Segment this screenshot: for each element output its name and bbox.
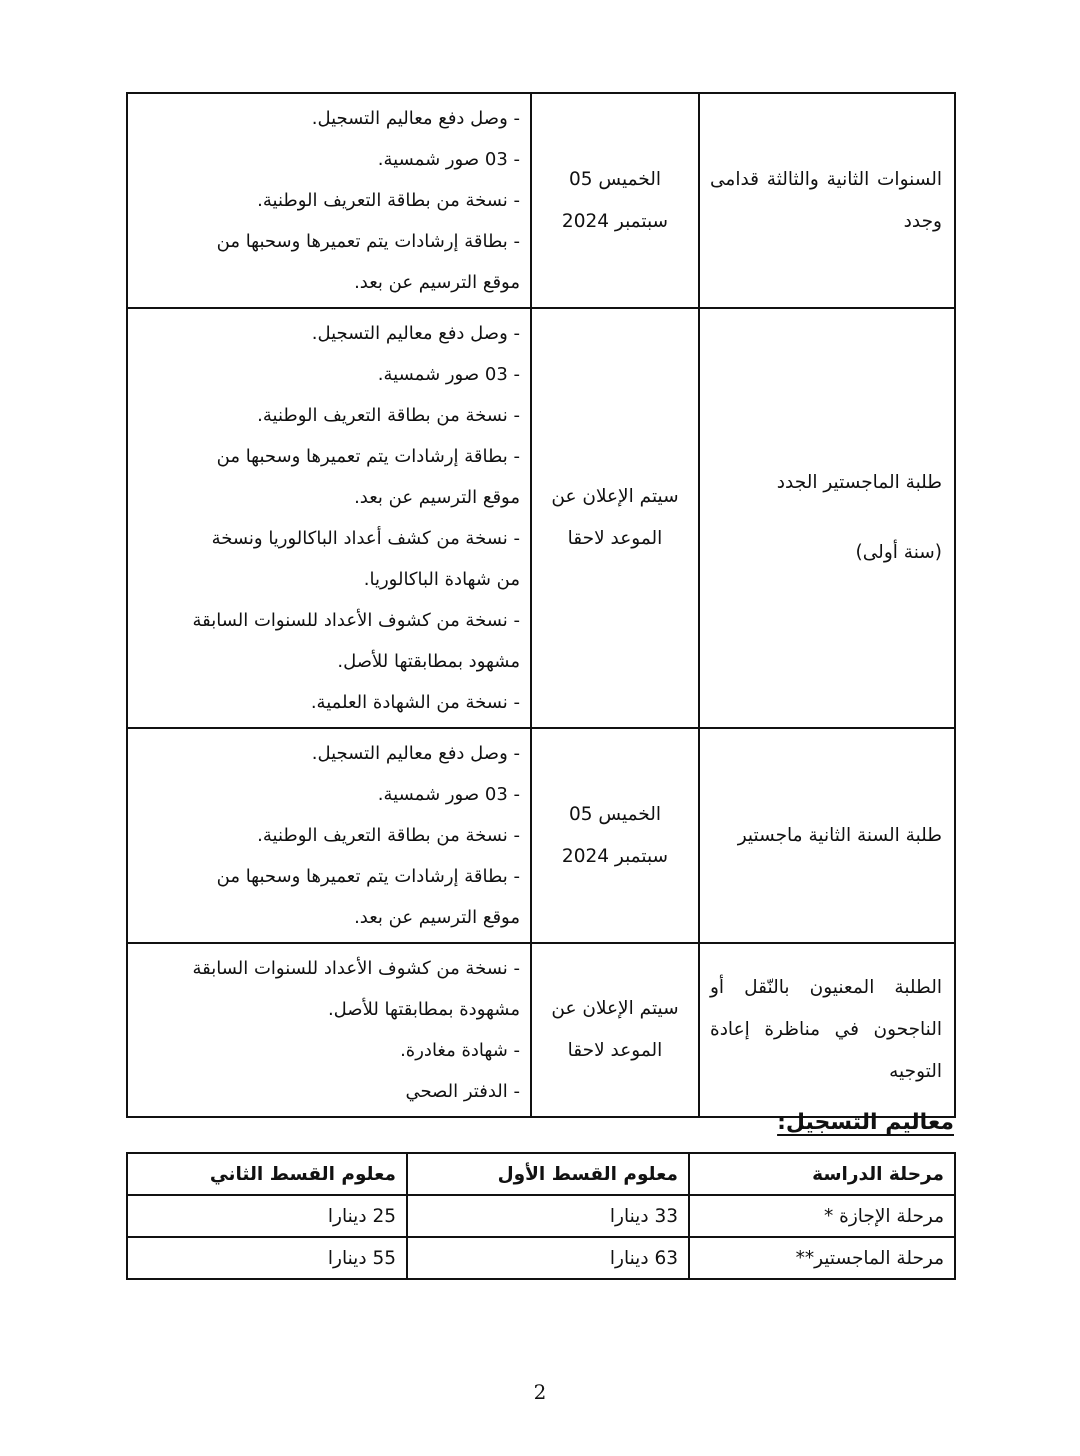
date-line: سيتم الإعلان عن xyxy=(551,998,679,1019)
student-category xyxy=(699,93,955,308)
second-installment: 55 دينارا xyxy=(127,1237,407,1279)
column-header: مرحلة الدراسة xyxy=(689,1153,955,1195)
category-label: طلبة السنة الثانية ماجستير xyxy=(737,824,942,846)
document-item: - شهادة مغادرة. xyxy=(400,1040,520,1061)
first-installment: 63 دينارا xyxy=(407,1237,689,1279)
table-row xyxy=(127,943,955,1117)
document-item: - نسخة من بطاقة التعريف الوطنية. xyxy=(257,190,520,211)
registration-date xyxy=(531,308,699,728)
document-item: - نسخة من كشوف الأعداد للسنوات السابقة xyxy=(192,958,520,979)
registration-schedule-table xyxy=(126,92,956,1118)
document-item: - 03 صور شمسية. xyxy=(377,784,520,805)
document-item: موقع الترسيم عن بعد. xyxy=(354,487,520,508)
fees-section-title: معاليم التسجيل: xyxy=(777,1110,954,1135)
study-stage: مرحلة الماجستير** xyxy=(689,1237,955,1279)
document-item: من شهادة الباكالوريا. xyxy=(363,569,520,590)
required-documents xyxy=(127,308,531,728)
column-header: معلوم القسط الثاني xyxy=(127,1153,407,1195)
category-note: (سنة أولى) xyxy=(855,542,942,563)
document-item: - وصل دفع معاليم التسجيل. xyxy=(311,108,520,129)
date-line: سيتم الإعلان عن xyxy=(551,486,679,507)
document-item: - 03 صور شمسية. xyxy=(377,149,520,170)
required-documents xyxy=(127,93,531,308)
date-line: الخميس 05 xyxy=(568,803,661,825)
required-documents xyxy=(127,728,531,943)
document-item: - بطاقة إرشادات يتم تعميرها وسحبها من xyxy=(216,446,520,467)
document-item: مشهود بمطابقتها للأصل. xyxy=(337,651,520,672)
first-installment: 33 دينارا xyxy=(407,1195,689,1237)
table-row xyxy=(127,93,955,308)
document-item: - بطاقة إرشادات يتم تعميرها وسحبها من xyxy=(216,231,520,252)
registration-date xyxy=(531,728,699,943)
document-item: - وصل دفع معاليم التسجيل. xyxy=(311,323,520,344)
date-line: الموعد لاحقا xyxy=(567,528,663,549)
fees-table xyxy=(126,1152,956,1280)
required-documents xyxy=(127,943,531,1117)
student-category xyxy=(699,943,955,1117)
document-item: - بطاقة إرشادات يتم تعميرها وسحبها من xyxy=(216,866,520,887)
student-category xyxy=(699,308,955,728)
document-item: - نسخة من بطاقة التعريف الوطنية. xyxy=(257,825,520,846)
document-item: - نسخة من الشهادة العلمية. xyxy=(310,692,520,713)
table-row xyxy=(127,1195,955,1237)
second-installment: 25 دينارا xyxy=(127,1195,407,1237)
table-row xyxy=(127,728,955,943)
column-header: معلوم القسط الأول xyxy=(407,1153,689,1195)
category-label: الطلبة المعنيون بالنّقل أو الناجحون في مناظرة إعادة التوجيه xyxy=(710,977,942,1082)
document-item: موقع الترسيم عن بعد. xyxy=(354,272,520,293)
study-stage: مرحلة الإجازة * xyxy=(689,1195,955,1237)
document-item: - 03 صور شمسية. xyxy=(377,364,520,385)
table-header-row xyxy=(127,1153,955,1195)
category-label: السنوات الثانية والثالثة قدامى وجدد xyxy=(710,168,942,232)
document-item: - وصل دفع معاليم التسجيل. xyxy=(311,743,520,764)
date-line: الخميس 05 xyxy=(568,168,661,190)
table-row xyxy=(127,308,955,728)
document-item: مشهودة بمطابقتها للأصل. xyxy=(327,999,520,1020)
registration-date xyxy=(531,93,699,308)
category-label: طلبة الماجستير الجدد xyxy=(776,472,942,493)
document-item: - نسخة من كشف أعداد الباكالوريا ونسخة xyxy=(211,528,520,549)
document-item: موقع الترسيم عن بعد. xyxy=(354,907,520,928)
page-number: 2 xyxy=(533,1380,547,1404)
date-line: الموعد لاحقا xyxy=(567,1040,663,1061)
document-item: - نسخة من بطاقة التعريف الوطنية. xyxy=(257,405,520,426)
document-item: - الدفتر الصحي xyxy=(405,1081,520,1102)
date-line: سبتمبر 2024 xyxy=(561,845,669,867)
table-row xyxy=(127,1237,955,1279)
date-line: سبتمبر 2024 xyxy=(561,210,669,232)
student-category xyxy=(699,728,955,943)
registration-date xyxy=(531,943,699,1117)
document-item: - نسخة من كشوف الأعداد للسنوات السابقة xyxy=(192,610,520,631)
